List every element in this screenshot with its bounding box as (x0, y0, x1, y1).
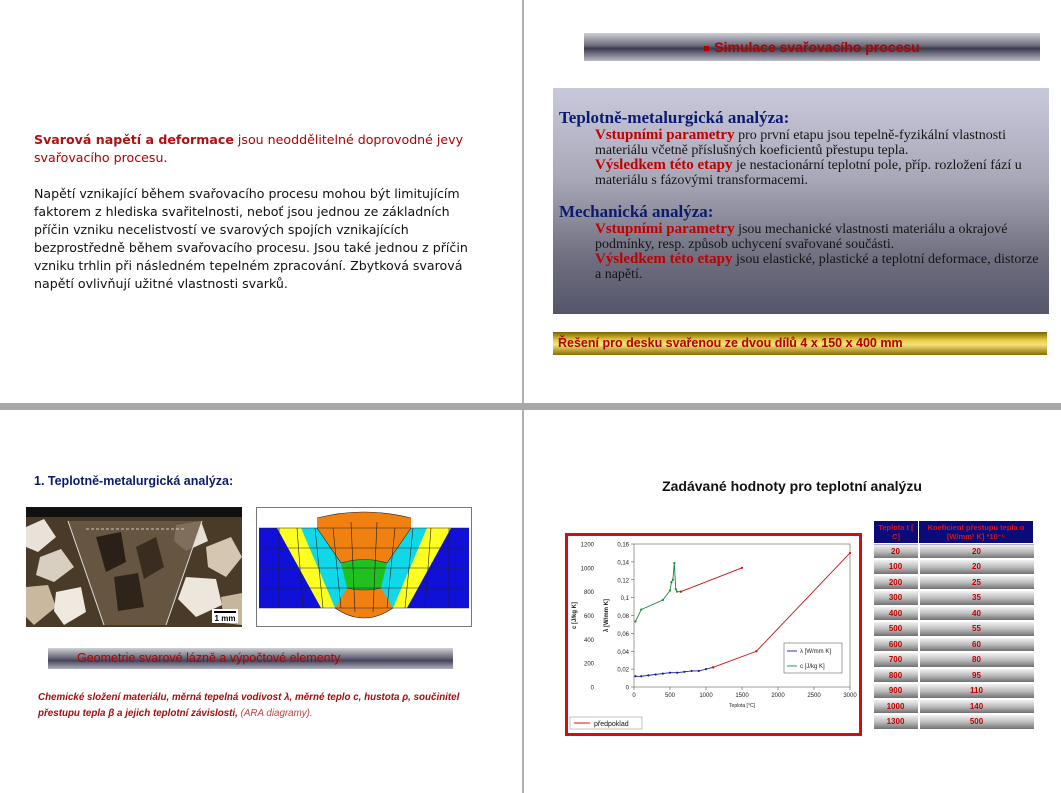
cell-coefficient: 25 (919, 575, 1034, 591)
intro-paragraph (34, 131, 474, 167)
plate-solution-banner: Řešení pro desku svařenou ze dvou dílů 4 x 150 x 400 mm (553, 332, 1047, 355)
y-left-axis-label: c [J/kg K] (572, 601, 578, 630)
table-row (874, 559, 1034, 575)
y-left-tick-label: 600 (583, 614, 594, 620)
mech-result (559, 252, 1041, 282)
series-point-1 (662, 599, 664, 601)
y-left-tick-label: 800 (583, 590, 594, 597)
table-row (874, 683, 1034, 699)
x-tick-label: 2000 (771, 693, 785, 699)
table-row (874, 621, 1034, 637)
mech-result-key: Výsledkem této etapy (595, 251, 733, 267)
cell-temperature: 1300 (874, 714, 919, 730)
mech-input-key: Vstupními parametry (595, 221, 735, 237)
cell-coefficient: 140 (919, 699, 1034, 715)
series-point-0 (647, 674, 649, 676)
series-point-0 (669, 672, 671, 674)
table-row (874, 606, 1034, 622)
cell-temperature: 20 (874, 544, 919, 560)
thermal-input-key: Vstupními parametry (595, 127, 735, 143)
simulation-banner (584, 33, 1040, 61)
weld-geometry-banner: Geometrie svarové lázně a výpočtové elementy (48, 648, 453, 669)
table-row (874, 714, 1034, 730)
y-right-tick-label: 0,04 (617, 649, 629, 656)
thermal-heading: Teplotně-metalurgická analýza: (559, 108, 790, 127)
cell-coefficient: 500 (919, 714, 1034, 730)
table-row (874, 575, 1034, 591)
table-row (874, 652, 1034, 668)
table-row (874, 544, 1034, 560)
series-point-0 (676, 672, 678, 674)
mech-result-text: jsou elastické, plastické a teplotní deformace, distorze a napětí. (595, 252, 1039, 282)
micrograph-image (26, 507, 242, 627)
mech-input (559, 222, 1041, 252)
cell-coefficient: 60 (919, 637, 1034, 653)
y-left-tick-label: 1000 (580, 566, 594, 573)
cell-temperature: 700 (874, 652, 919, 668)
table-row (874, 699, 1034, 715)
intro-text (34, 131, 474, 311)
table-row (874, 637, 1034, 653)
y-right-tick-label: 0,06 (617, 631, 629, 638)
cell-temperature: 400 (874, 606, 919, 622)
y-right-tick-label: 0,08 (617, 614, 629, 620)
x-tick-label: 1500 (735, 693, 749, 699)
series-point-1 (676, 591, 678, 593)
series-point-0 (698, 670, 700, 672)
analysis-box (553, 88, 1049, 314)
heat-transfer-table-grid (873, 520, 1034, 731)
vertical-divider (522, 0, 524, 793)
series-point-0 (705, 668, 707, 670)
y-left-tick-label: 200 (583, 661, 594, 668)
series-point-1 (675, 588, 677, 590)
y-left-tick-label: 400 (583, 637, 594, 644)
thermal-input-text: pro první etapu jsou tepelně-fyzikální vlastnosti materiálu včetně příslušných koeficientů přestupu tepla. (595, 128, 1006, 158)
cell-coefficient: 95 (919, 668, 1034, 684)
intro-highlight: Svarová napětí a deformace (34, 132, 234, 147)
y-right-tick-label: 0,02 (617, 667, 629, 674)
series-point-1 (670, 581, 672, 583)
cell-coefficient: 110 (919, 683, 1034, 699)
series-point-0 (655, 673, 657, 675)
cell-temperature: 900 (874, 683, 919, 699)
material-properties-chart (565, 533, 862, 736)
cell-temperature: 800 (874, 668, 919, 684)
series-point-1 (672, 579, 674, 581)
series-point-3 (680, 591, 682, 593)
y-right-tick-label: 0,14 (617, 560, 629, 567)
y-right-tick-label: 0 (625, 685, 629, 692)
cell-temperature: 600 (874, 637, 919, 653)
col-coefficient-header: Koeficient přestupu tepla α [W/mm² K] *10⁻⁶ (919, 521, 1034, 544)
x-axis-label: Teplota [°C] (729, 703, 755, 709)
thermal-result (559, 158, 1041, 188)
series-point-2 (712, 666, 714, 668)
y-right-tick-label: 0,16 (617, 542, 629, 549)
fe-mesh-figure (256, 507, 472, 627)
y-right-axis-label: λ [W/mm K] (604, 599, 610, 632)
series-point-1 (634, 620, 636, 622)
cell-coefficient: 20 (919, 559, 1034, 575)
y-right-tick-label: 0,12 (617, 578, 629, 585)
series-point-0 (683, 671, 685, 673)
cell-temperature: 200 (874, 575, 919, 591)
mechanical-heading: Mechanická analýza: (559, 202, 714, 221)
horizontal-divider (0, 403, 1061, 410)
cell-temperature: 300 (874, 590, 919, 606)
scale-bar-label: 1 mm (214, 614, 236, 623)
y-left-tick-label: 0 (590, 685, 594, 692)
x-tick-label: 2500 (807, 693, 821, 699)
forecast-legend-label: předpoklad (594, 721, 629, 728)
series-point-0 (634, 675, 636, 677)
series-point-0 (662, 672, 664, 674)
cell-temperature: 1000 (874, 699, 919, 715)
intro-rest: jsou neoddělitelné doprovodné jevy svařovacího procesu. (34, 132, 464, 165)
y-right-tick-label: 0,1 (620, 596, 629, 603)
cell-coefficient: 40 (919, 606, 1034, 622)
x-tick-label: 500 (664, 693, 676, 699)
table-row (874, 668, 1034, 684)
x-tick-label: 3000 (843, 693, 857, 699)
chart-svg (568, 536, 859, 733)
mesh-image (257, 508, 471, 626)
cell-coefficient: 20 (919, 544, 1034, 560)
body-paragraph: Napětí vznikající během svařovacího procesu mohou být limitujícím faktorem z hlediska svařitelnosti, neboť jsou jednou ze základních příčin vzniku necelistvostí ve svarových spojích vznikajících bezprostředně během svařovacího procesu. Jsou také jednou z příčin vzniku trhlin při následném tepelném zpracování. Zbytková svarová napětí ovlivňují užitné vlastnosti svarků. (34, 186, 468, 291)
series-point-1 (640, 608, 642, 610)
cell-coefficient: 80 (919, 652, 1034, 668)
note-ara: (ARA diagramy). (240, 708, 313, 719)
cell-coefficient: 55 (919, 621, 1034, 637)
y-left-tick-label: 1200 (580, 542, 594, 549)
cell-temperature: 100 (874, 559, 919, 575)
cell-coefficient: 35 (919, 590, 1034, 606)
bullet-icon (704, 46, 709, 51)
series-point-1 (673, 562, 675, 564)
thermal-analysis-title: 1. Teplotně-metalurgická analýza: (34, 474, 234, 488)
series-point-0 (640, 675, 642, 677)
x-tick-label: 1000 (699, 693, 713, 699)
note-main: Chemické složení materiálu, měrná tepelná vodivost λ, měrné teplo c, hustota ρ, součinitel přestupu tepla β a jejich teplotní závislosti, (38, 692, 460, 719)
series-point-2 (755, 650, 757, 652)
simulation-banner-label: Simulace svařovacího procesu (714, 39, 920, 55)
series-point-1 (669, 589, 671, 591)
thermal-result-text: je nestacionární teplotní pole, příp. rozložení fází u materiálu s fázovými transformacemi. (595, 158, 1022, 188)
series-point-0 (691, 670, 693, 672)
table-row (874, 590, 1034, 606)
material-properties-note (38, 690, 478, 722)
thermal-result-key: Výsledkem této etapy (595, 157, 733, 173)
col-temperature-header: Teplota t [ C] (874, 521, 919, 544)
mech-input-text: jsou mechanické vlastnosti materiálu a okrajové podmínky, resp. způsob uchycení svařované součásti. (595, 222, 1008, 252)
legend-lambda-label: λ [W/mm K] (800, 649, 831, 655)
thermal-input (559, 128, 1041, 158)
cell-temperature: 500 (874, 621, 919, 637)
thermal-inputs-title: Zadávané hodnoty pro teplotní analýzu (662, 478, 922, 494)
legend-c-label: c [J/kg K] (800, 664, 825, 670)
x-tick-label: 0 (632, 693, 636, 699)
series-point-3 (741, 567, 743, 569)
weld-micrograph (26, 507, 242, 627)
heat-transfer-table (873, 520, 1034, 731)
series-point-2 (849, 552, 851, 554)
